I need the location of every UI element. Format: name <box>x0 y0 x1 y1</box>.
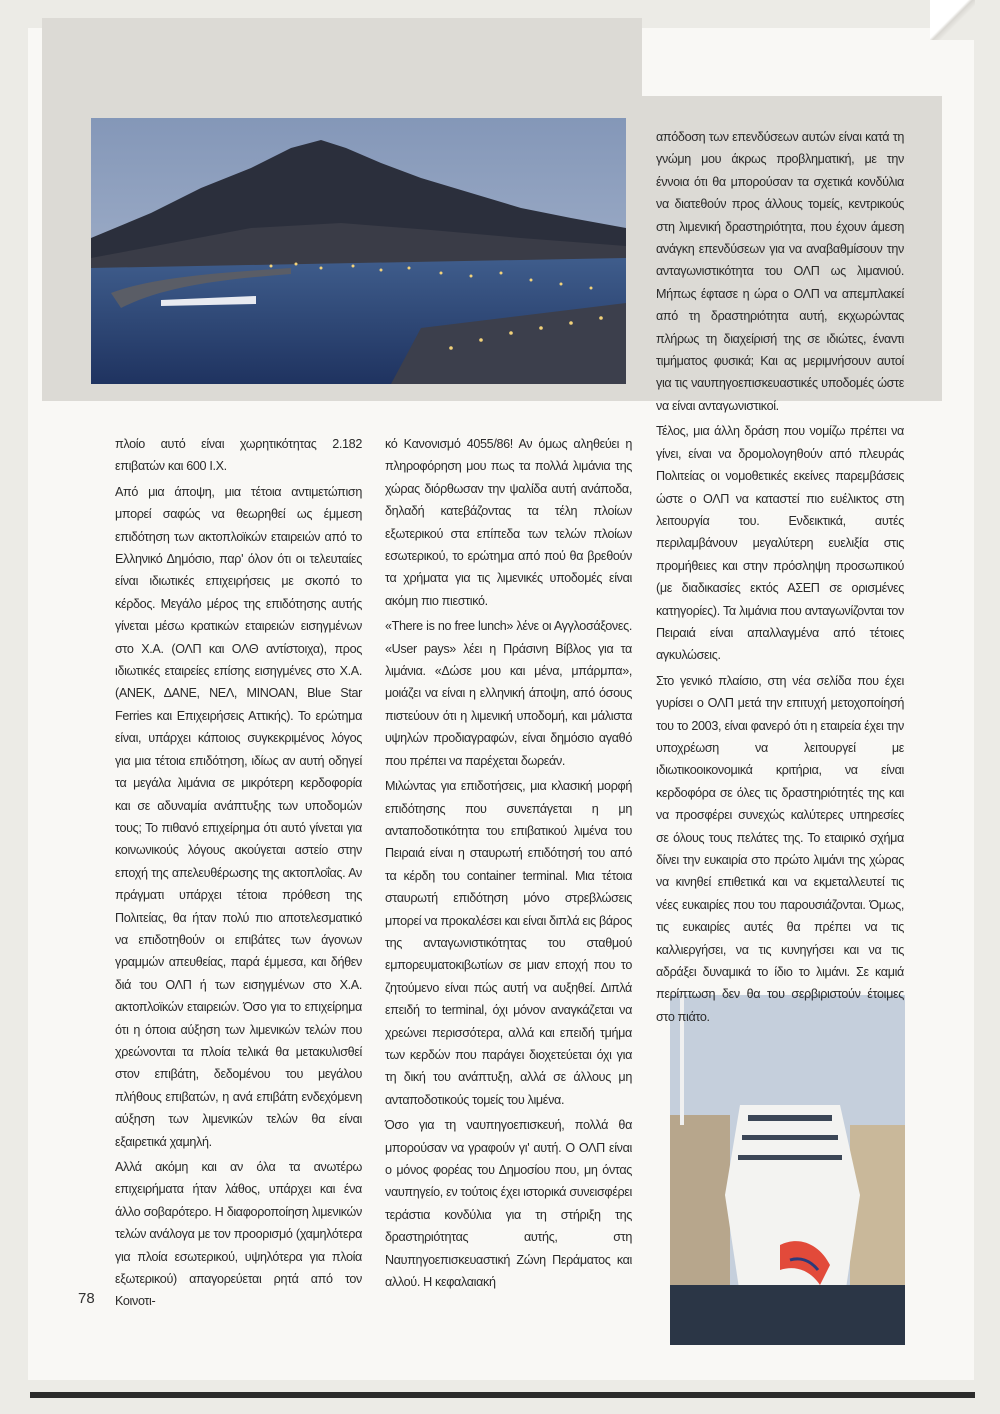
col2-paragraph-1: κό Κανονισμό 4055/86! Αν όμως αληθεύει η πληροφόρηση μου πως τα πολλά λιμάνια της χώρας διόρθωσαν την ψαλίδα αυτή ανάποδα, δηλαδή κατεβάζοντας τα τέλη πλοίων εξωτερικού στα επίπεδα των τελών πλοίων εσωτερικού, το ερώτημα από πού θα βρεθούν τα χρήματα για τις λιμενικές υποδομές είναι ακόμη πιο πιεστικό. <box>385 437 632 608</box>
col3-paragraph-2: Τέλος, μια άλλη δράση που νομίζω πρέπει να γίνει, είναι να δρομολογηθούν από πλευράς Πολιτείας οι νομοθετικές εκείνες παρεμβάσεις ώστε ο ΟΛΠ να καταστεί πιο ευέλικτος στη λειτουργία του. Ενδεικτικά, αυτές περιλαμβάνουν μεγαλύτερη ευελιξία στις προμήθειες και στην πρόσληψη προσωπικού (με διαδικασίες εκτός ΑΣΕΠ σε ορισμένες κατηγορίες). Τα λιμάνια που ανταγωνίζονται τον Πειραιά είναι απαλλαγμένα από τέτοιες αγκυλώσεις. <box>656 424 904 663</box>
col1-paragraph-3: Αλλά ακόμη και αν όλα τα ανωτέρω επιχειρήματα ήταν λάθος, υπάρχει και ένα άλλο σοβαρότερο. Η διαφοροποίηση λιμενικών τελών ανάλογα με τον προορισμό (χαμηλότερα για πλοία εσωτερικού, υψηλότερα για πλοία εξωτερικού) απαγορεύεται ρητά από τον Κοινοτι- <box>115 1160 362 1309</box>
article-column-2 <box>385 433 632 1296</box>
page-corner-fold <box>930 0 975 40</box>
col2-paragraph-3: Μιλώντας για επιδοτήσεις, μια κλασική μορφή επιδότησης που συνεπάγεται η μη ανταποδοτικότητα του επιβατικού λιμένα του Πειραιά είναι η σταυρωτή επιδότησή του από τα κέρδη του container terminal. Μια τέτοια σταυρωτή επιδότηση μόνο στρεβλώσεις μπορεί να προκαλέσει και είναι διπλά εις βάρος της ανταγωνιστικότητας του σταθμού εμπορευματοκιβωτίων σε μιαν εποχή που το ζητούμενο είναι πώς αυτή να αυξηθεί. Διπλά επειδή το terminal, όχι μόνον αναγκάζεται να χρεώνει περισσότερα, αλλά και επειδή τμήμα των κερδών που παράγει διοχετεύεται όχι για τη δική του ανάπτυξη, αλλά σε άλλους μη ανταποδοτικούς τομείς του λιμένα. <box>385 779 632 1107</box>
article-column-3 <box>656 126 904 1031</box>
bottom-rule <box>30 1392 975 1398</box>
article-column-1 <box>115 433 362 1316</box>
page-number: 78 <box>78 1290 95 1307</box>
harbor-photo <box>91 118 626 384</box>
col1-paragraph-1: πλοίο αυτό είναι χωρητικότητας 2.182 επιβατών και 600 Ι.Χ. <box>115 437 362 474</box>
col3-paragraph-1: απόδοση των επενδύσεων αυτών είναι κατά τη γνώμη μου άκρως προβληματική, με την έννοια ότι θα μπορούσαν τα σχετικά κονδύλια να διατεθούν προς άλλους τομείς, κεντρικούς στη λιμενική δραστηριότητα, που έχουν άμεση ανάγκη επενδύσεων για να αναβαθμίσουν την ανταγωνιστικότητα του ΟΛΠ ως λιμανιού. Μήπως έφτασε η ώρα ο ΟΛΠ να απεμπλακεί από τη δραστηριότητα αυτή, εκχωρώντας πλήρως τη διαχείρισή της σε ιδιώτες, έναντι τιμήματος φυσικά; Και ας μεριμνήσουν αυτοί για τις ναυπηγοεπισκευαστικές υποδομές ώστε να είναι ανταγωνιστικοί. <box>656 130 904 413</box>
col3-paragraph-3: Στο γενικό πλαίσιο, στη νέα σελίδα που έχει γυρίσει ο ΟΛΠ μετά την επιτυχή μετοχοποίησή του το 2003, είναι φανερό ότι η εταιρεία έχει την υποχρέωση να λειτουργεί με ιδιωτικοοικονομικά κριτήρια, να είναι κερδοφόρα σε όλες τις δραστηριότητές της και να προσφέρει συνεχώς καλύτερες υπηρεσίες σε όλους τους πελάτες της. Το εταιρικό σχήμα δίνει την ευκαιρία στο πρώτο λιμάνι της χώρας να κινηθεί επιθετικά και να εκμεταλλευτεί τις νέες ευκαιρίες που του παρουσιάζονται. Όμως, τις ευκαιρίες αυτές θα πρέπει να τις καλλιεργήσει, να τις κυνηγήσει και να τις αδράξει δυναμικά το ίδιο το λιμάνι. Σε καμιά περίπτωση δεν θα του σερβιριστούν έτοιμες στο πιάτο. <box>656 673 904 1024</box>
cruise-ship-illustration <box>670 995 905 1345</box>
col1-paragraph-2: Από μια άποψη, μια τέτοια αντιμετώπιση μπορεί σαφώς να θεωρηθεί ως έμμεση επιδότηση των ακτοπλοϊκών εταιρειών από το Ελληνικό Δημόσιο, παρ' όλον ότι οι τελευταίες είναι ιδιωτικές επιχειρήσεις με σκοπό το κέρδος. Μεγάλο μέρος της επιδότησης αυτής γίνεται μέσω κρατικών εταιρειών εισηγμένων στο Χ.Α. (ΟΛΠ και ΟΛΘ αντίστοιχα), προς ιδιωτικές εταιρείες επίσης εισηγμένες στο Χ.Α. (ΑΝΕΚ, ΔΑΝΕ, ΝΕΛ, ΜΙΝΟΑΝ, Blue Star Ferries και Επιχειρήσεις Αττικής). Το ερώτημα είναι, υπάρχει κάποιος συγκεκριμένος λόγος για μια τέτοια επιδότηση, ιδίως αν αυτή οδηγεί τα μεγάλα λιμάνια σε μικρότερη κερδοφορία και σε αδυναμία ανάπτυξης των υποδομών τους; Το πιθανό επιχείρημα ότι αυτό γίνεται για κοινωνικούς λόγους ακούγεται αστείο στην εποχή της απελευθέρωσης της ακτοπλοΐας. Αν πράγματι υπάρχει τέτοια πρόθεση της Πολιτείας, θα ήταν πολύ πιο αποτελεσματικό να επιδοτηθούν οι επιβάτες των άγονων γραμμών απευθείας, παρά έμμεσα, και δήθεν διά του ΟΛΠ ή των εισηγμένων στο Χ.Α. ακτοπλοϊκών εταιρειών. Όσο για το επιχείρημα ότι η όποια αύξηση των λιμενικών τελών που χρεώνονται τα πλοία τελικά θα μετακυλισθεί στον επιβάτη, δεδομένου του μεγάλου πλήθους επιβατών, η ανά επιβάτη ενδεχόμενη αύξηση των λιμενικών τελών θα είναι εξαιρετικά χαμηλή. <box>115 484 362 1149</box>
cruise-ship-photo <box>670 995 905 1345</box>
harbor-photo-illustration <box>91 118 626 384</box>
col2-paragraph-4: Όσο για τη ναυπηγοεπισκευή, πολλά θα μπορούσαν να γραφούν γι' αυτή. Ο ΟΛΠ είναι ο μόνος φορέας του Δημοσίου που, μη όντας ναυπηγείο, εν τούτοις έχει ιστορικά συνεισφέρει τεράστια κονδύλια για τη στήριξη της δραστηριότητας αυτής, στη Ναυπηγοεπισκευαστική Ζώνη Περάματος και αλλού. Η κεφαλαιακή <box>385 1118 632 1290</box>
col2-paragraph-2: «There is no free lunch» λένε οι Αγγλοσάξονες. «User pays» λέει η Πράσινη Βίβλος για τα λιμάνια. «Δώσε μου και μένα, μπάρμπα», μοιάζει να είναι η ελληνική άποψη, από όσους πιστεύουν ότι η λιμενική υποδομή, και μάλιστα υψηλών προδιαγραφών, είναι δημόσιο αγαθό που πρέπει να παρέχεται δωρεάν. <box>385 619 632 768</box>
